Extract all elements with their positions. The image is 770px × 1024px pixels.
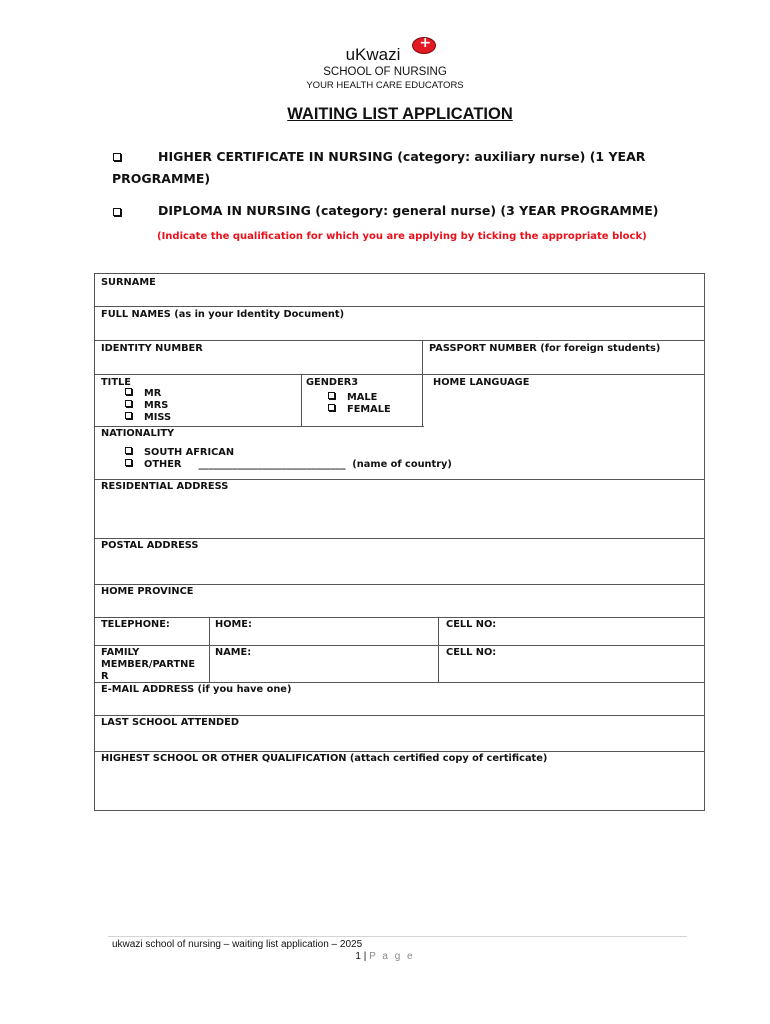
checkbox-icon[interactable]	[125, 459, 132, 466]
gender-option-male[interactable]: MALE	[328, 392, 377, 403]
page-word: P a g e	[369, 951, 415, 962]
page-number-value: 1	[355, 951, 361, 962]
full-names-label: FULL NAMES (as in your Identity Document)	[101, 309, 345, 320]
checkbox-icon[interactable]	[125, 412, 132, 419]
telephone-label: TELEPHONE:	[101, 619, 170, 630]
school-name: SCHOOL OF NURSING	[323, 66, 447, 78]
passport-number-label: PASSPORT NUMBER (for foreign students)	[429, 343, 661, 354]
home-province-label: HOME PROVINCE	[101, 586, 194, 597]
gender-option-female[interactable]: FEMALE	[328, 404, 391, 415]
application-form	[94, 273, 705, 811]
family-name-label: NAME:	[215, 647, 252, 658]
title-option-mrs[interactable]: MRS	[125, 400, 168, 411]
checkbox-icon[interactable]	[125, 400, 132, 407]
nationality-option-other[interactable]: OTHER ______________________________ (name of country)	[125, 459, 452, 470]
gender-label: GENDER3	[306, 377, 359, 388]
email-label: E-MAIL ADDRESS (if you have one)	[101, 684, 292, 695]
instruction-note: (Indicate the qualification for which you are applying by ticking the appropriate block)	[157, 231, 647, 242]
identity-number-label: IDENTITY NUMBER	[101, 343, 203, 354]
tagline: YOUR HEALTH CARE EDUCATORS	[306, 80, 464, 91]
home-language-label: HOME LANGUAGE	[433, 377, 530, 388]
page-title: WAITING LIST APPLICATION	[287, 105, 513, 123]
family-member-label-line2: MEMBER/PARTNE	[101, 659, 196, 670]
family-cell-no-label: CELL NO:	[446, 647, 497, 658]
family-member-label-line1: FAMILY	[101, 647, 140, 658]
family-member-label-line3: R	[101, 671, 109, 682]
qualification-option-diploma[interactable]	[113, 205, 127, 220]
qualification-1-line1: HIGHER CERTIFICATE IN NURSING (category: auxiliary nurse) (1 YEAR	[158, 149, 646, 164]
page-separator: |	[363, 951, 367, 962]
title-option-mr[interactable]: MR	[125, 388, 161, 399]
surname-label: SURNAME	[101, 277, 156, 288]
last-school-label: LAST SCHOOL ATTENDED	[101, 717, 239, 728]
residential-address-label: RESIDENTIAL ADDRESS	[101, 481, 229, 492]
nationality-option-south-african[interactable]: SOUTH AFRICAN	[125, 447, 234, 458]
qualification-2-line1: DIPLOMA IN NURSING (category: general nurse) (3 YEAR PROGRAMME)	[158, 203, 659, 218]
logo-icon	[412, 37, 436, 54]
footer-text: ukwazi school of nursing – waiting list application – 2025	[112, 939, 363, 950]
brand-header	[0, 43, 770, 65]
checkbox-icon[interactable]	[113, 208, 121, 216]
highest-qualification-label: HIGHEST SCHOOL OR OTHER QUALIFICATION (attach certified copy of certificate)	[101, 753, 548, 764]
title-option-miss[interactable]: MISS	[125, 412, 171, 423]
qualification-1-line2: PROGRAMME)	[112, 171, 211, 186]
checkbox-icon[interactable]	[113, 153, 121, 161]
country-hint: (name of country)	[352, 459, 452, 470]
checkbox-icon[interactable]	[328, 404, 335, 411]
checkbox-icon[interactable]	[125, 388, 132, 395]
brand-name: uKwazi	[345, 45, 401, 64]
page-number	[0, 951, 770, 962]
qualification-option-higher-certificate[interactable]	[113, 150, 127, 165]
country-blank[interactable]: ______________________________	[198, 459, 346, 470]
home-phone-label: HOME:	[215, 619, 252, 630]
postal-address-label: POSTAL ADDRESS	[101, 540, 199, 551]
checkbox-icon[interactable]	[328, 392, 335, 399]
checkbox-icon[interactable]	[125, 447, 132, 454]
title-label: TITLE	[101, 377, 131, 388]
nationality-label: NATIONALITY	[101, 428, 175, 439]
footer-divider	[108, 936, 687, 937]
cell-no-label: CELL NO:	[446, 619, 497, 630]
